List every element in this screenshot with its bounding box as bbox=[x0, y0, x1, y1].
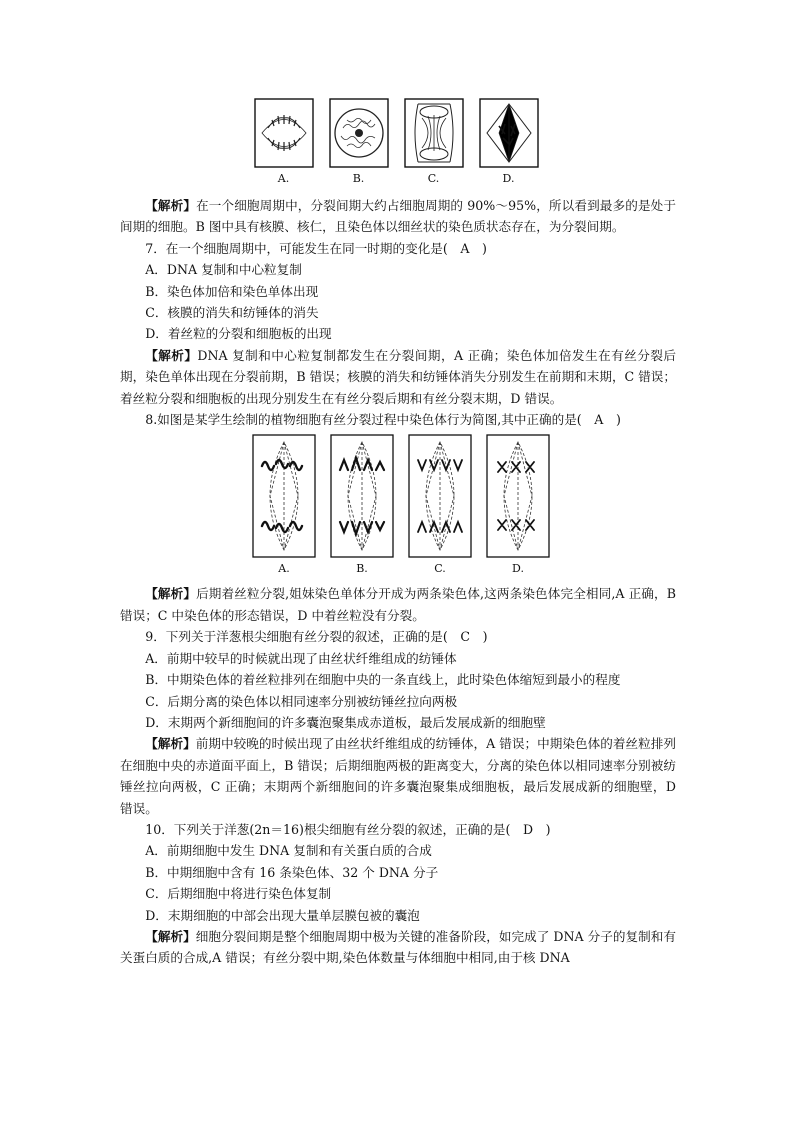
analysis-text: 前期中较晚的时候出现了由丝状纤维组成的纺锤体，A 错误；中期染色体的着丝粒排列在细胞中央的赤道面平面上，B 错误；后期细胞两极的距离变大，分离的染色体以相同速率分别被纺锤丝拉向两极，C 正确；末期两个新细胞间的许多囊泡聚集成细胞板，最后发展成新的细胞壁，D 错误。 bbox=[120, 736, 676, 816]
q10-option-b: B．中期细胞中含有 16 条染色体、32 个 DNA 分子 bbox=[145, 864, 439, 880]
q9-option-c: C．后期分离的染色体以相同速率分别被纺锤丝拉向两极 bbox=[145, 693, 458, 709]
telophase-cell-icon bbox=[404, 98, 464, 168]
chromosome-behavior-figure bbox=[126, 434, 676, 575]
figure-caption: B. bbox=[352, 172, 365, 185]
cell-division-figure-1 bbox=[116, 98, 676, 185]
q7-option-b: B．染色体加倍和染色单体出现 bbox=[145, 283, 319, 299]
figure-1-panel-a bbox=[254, 98, 314, 185]
q10-option-c: C．后期细胞中将进行染色体复制 bbox=[145, 886, 332, 902]
q6-analysis bbox=[120, 195, 676, 238]
figure-caption: D. bbox=[502, 172, 515, 185]
figure-2-panel-b bbox=[330, 434, 394, 575]
cell-chromosomes-c-icon bbox=[408, 434, 472, 558]
figure-caption: C. bbox=[427, 172, 440, 185]
figure-2-panel-d bbox=[486, 434, 550, 575]
figure-1-panel-b bbox=[329, 98, 389, 185]
figure-caption: D. bbox=[512, 562, 524, 576]
analysis-tag: 【解析】 bbox=[145, 928, 196, 944]
q10-analysis bbox=[120, 926, 676, 969]
q7-analysis bbox=[120, 345, 676, 409]
q10-option-d: D．末期细胞的中部会出现大量单层膜包被的囊泡 bbox=[145, 907, 420, 923]
q7-option-c: C．核膜的消失和纺锤体的消失 bbox=[145, 305, 319, 321]
q10-stem: 10．下列关于洋葱(2n＝16)根尖细胞有丝分裂的叙述，正确的是( D ) bbox=[145, 821, 551, 837]
q8-analysis bbox=[120, 583, 676, 626]
q10-option-a: A．前期细胞中发生 DNA 复制和有关蛋白质的合成 bbox=[145, 843, 432, 859]
figure-1-panel-c bbox=[404, 98, 464, 185]
q7-option-d: D．着丝粒的分裂和细胞板的出现 bbox=[145, 326, 332, 342]
cell-chromosomes-d-icon bbox=[486, 434, 550, 558]
figure-2-panel-c bbox=[408, 434, 472, 575]
analysis-tag: 【解析】 bbox=[145, 736, 196, 752]
analysis-tag: 【解析】 bbox=[145, 347, 198, 363]
analysis-text: 细胞分裂间期是整个细胞周期中极为关键的准备阶段，如完成了 DNA 分子的复制和有关蛋白质的合成,A 错误；有丝分裂中期,染色体数量与体细胞中相同,由于核 DNA bbox=[120, 928, 677, 966]
q7-option-a: A．DNA 复制和中心粒复制 bbox=[145, 262, 302, 278]
figure-caption: A. bbox=[277, 172, 290, 185]
figure-caption: C. bbox=[434, 562, 446, 576]
document-page bbox=[120, 98, 676, 969]
analysis-tag: 【解析】 bbox=[145, 586, 197, 602]
analysis-tag: 【解析】 bbox=[145, 198, 197, 213]
cell-chromosomes-a-icon bbox=[252, 434, 316, 558]
q9-analysis bbox=[120, 733, 676, 819]
figure-caption: A. bbox=[278, 562, 290, 576]
q8-stem: 8.如图是某学生绘制的植物细胞有丝分裂过程中染色体行为简图,其中正确的是( A ) bbox=[145, 412, 621, 428]
analysis-text: DNA 复制和中心粒复制都发生在分裂间期，A 正确；染色体加倍发生在有丝分裂后期，染色单体出现在分裂前期，B 错误；核膜的消失和纺锤体消失分别发生在前期和末期，C 错误；着丝粒分裂和细胞板的出现分别发生在有丝分裂后期和有丝分裂末期，D 错误。 bbox=[120, 347, 676, 406]
q9-stem: 9．下列关于洋葱根尖细胞有丝分裂的叙述，正确的是( C ) bbox=[145, 629, 488, 645]
prophase-cell-icon bbox=[479, 98, 539, 168]
q9-option-d: D．末期两个新细胞间的许多囊泡聚集成赤道板，最后发展成新的细胞壁 bbox=[145, 714, 546, 730]
interphase-cell-icon bbox=[329, 98, 389, 168]
analysis-text: 后期着丝粒分裂,姐妹染色单体分开成为两条染色体,这两条染色体完全相同,A 正确，B 错误；C 中染色体的形态错误，D 中着丝粒没有分裂。 bbox=[120, 586, 676, 623]
q9-option-b: B．中期染色体的着丝粒排列在细胞中央的一条直线上，此时染色体缩短到最小的程度 bbox=[145, 672, 621, 688]
figure-caption: B. bbox=[356, 562, 368, 576]
figure-2-panel-a bbox=[252, 434, 316, 575]
q7-stem: 7．在一个细胞周期中，可能发生在同一时期的变化是( A ) bbox=[145, 240, 487, 256]
analysis-text: 在一个细胞周期中，分裂间期大约占细胞周期的 90%～95%，所以看到最多的是处于间期的细胞。B 图中具有核膜、核仁，且染色体以细丝状的染色质状态存在，为分裂间期。 bbox=[120, 198, 676, 235]
cell-chromosomes-b-icon bbox=[330, 434, 394, 558]
q9-option-a: A．前期中较早的时候就出现了由丝状纤维组成的纺锤体 bbox=[145, 650, 457, 666]
figure-1-panel-d bbox=[479, 98, 539, 185]
anaphase-cell-icon bbox=[254, 98, 314, 168]
